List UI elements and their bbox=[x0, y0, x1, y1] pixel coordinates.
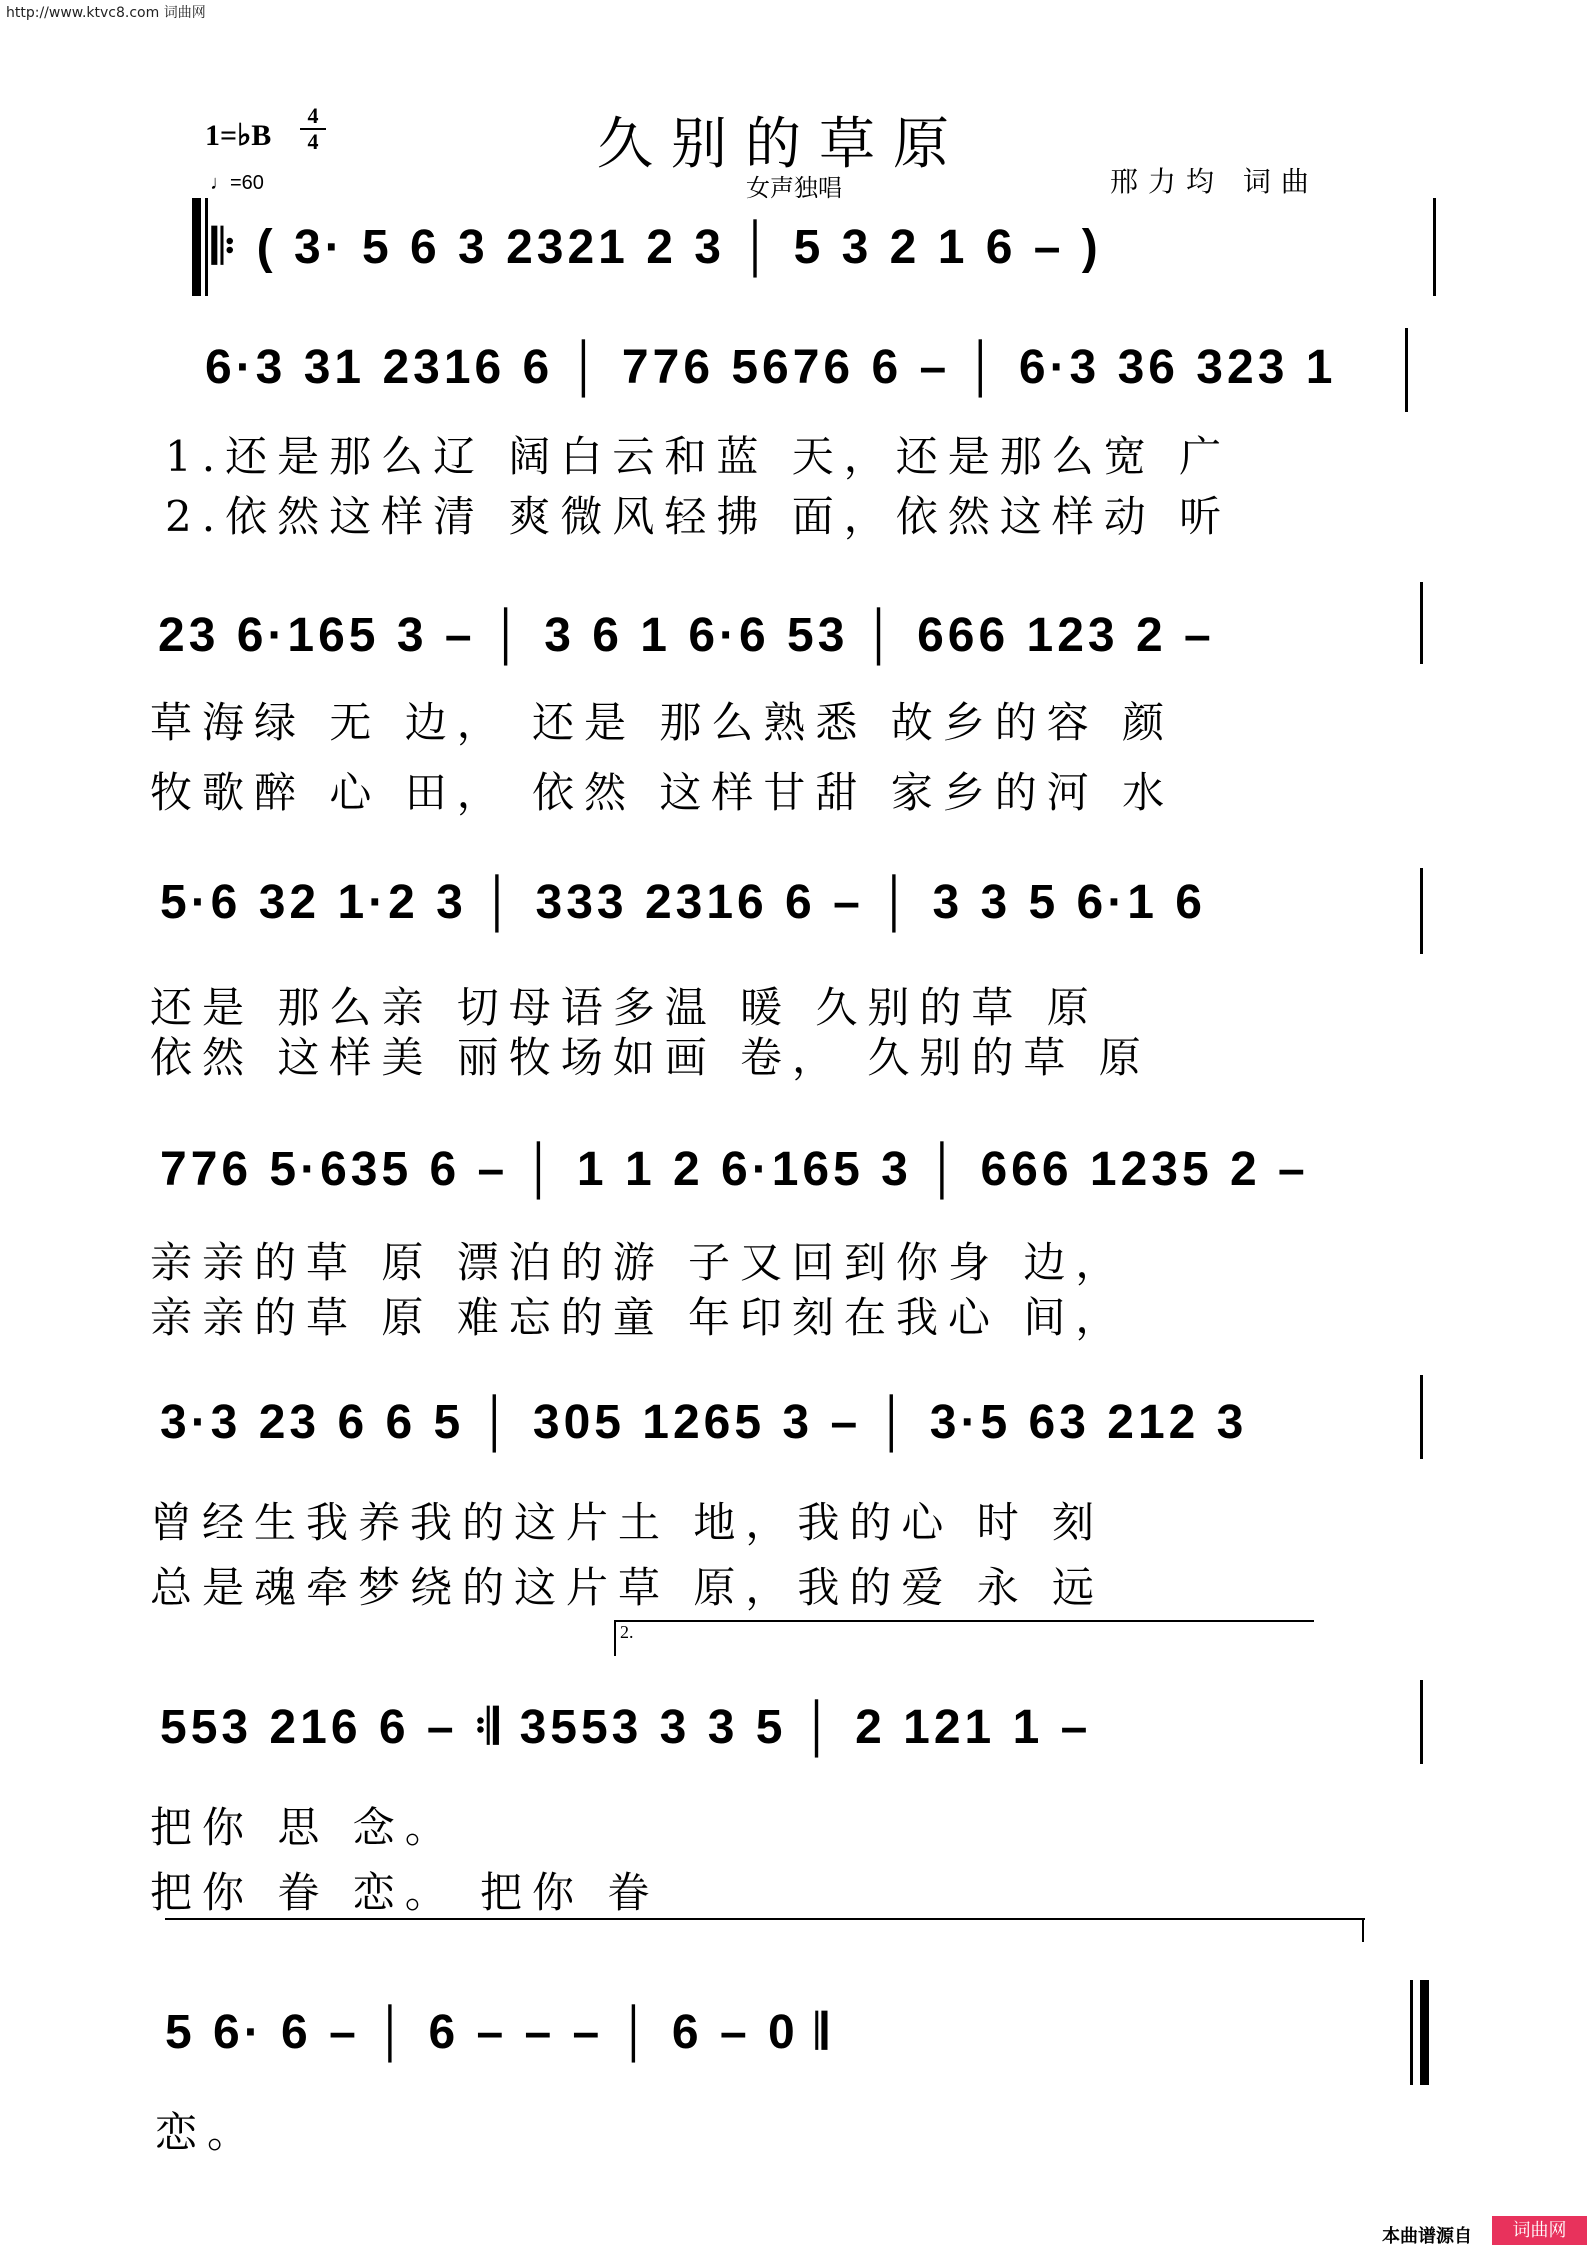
system-4-lyric-verse-2: 依然 这样美 丽牧场如画 卷， 久别的草 原 bbox=[150, 1033, 1151, 1082]
barline bbox=[1420, 868, 1423, 954]
system-5-lyric-verse-2: 亲亲的草 原 难忘的童 年印刻在我心 间， bbox=[150, 1293, 1128, 1342]
volta-bracket bbox=[614, 1620, 1314, 1622]
system-7-lyric-verse-1: 把你 思 念。 bbox=[150, 1803, 457, 1852]
final-thick-bar bbox=[1420, 1980, 1429, 2085]
footer-logo[interactable]: 词曲网 bbox=[1492, 2216, 1587, 2245]
system-6-lyric-verse-2: 总是魂牵梦绕的这片草 原，我的爱 永 远 bbox=[150, 1563, 1105, 1612]
meter-top: 4 bbox=[307, 103, 319, 128]
final-thin-bar bbox=[1410, 1980, 1413, 2085]
system-8-lyric: 恋。 bbox=[155, 2108, 260, 2157]
barline bbox=[1420, 582, 1423, 664]
start-repeat-thick-bar bbox=[192, 198, 201, 296]
barline bbox=[1433, 198, 1436, 296]
system-2-notes: 6·3 31 2316 6 │ 776 5676 6 – │ 6·3 36 323 1 bbox=[205, 341, 1337, 394]
system-2-lyric-verse-2: 2.依然这样清 爽微风轻拂 面，依然这样动 听 bbox=[165, 492, 1232, 541]
system-6-lyric-verse-1: 曾经生我养我的这片土 地，我的心 时 刻 bbox=[150, 1498, 1105, 1547]
system-1-notes: 𝄆 ( 3· 5 6 3 2321 2 3 │ 5 3 2 1 6 – ) bbox=[212, 221, 1102, 274]
barline bbox=[1420, 1680, 1423, 1764]
site-url[interactable]: http://www.ktvc8.com 词曲网 bbox=[6, 5, 206, 21]
volta-number: 2. bbox=[620, 1622, 634, 1642]
system-2-lyric-verse-1: 1.还是那么辽 阔白云和蓝 天，还是那么宽 广 bbox=[165, 432, 1232, 481]
barline bbox=[1405, 328, 1408, 412]
system-4-lyric-verse-1: 还是 那么亲 切母语多温 暖 久别的草 原 bbox=[150, 983, 1099, 1032]
footer-source: 本曲谱源自 bbox=[1382, 2226, 1472, 2247]
system-4-notes: 5·6 32 1·2 3 │ 333 2316 6 – │ 3 3 5 6·1 6 bbox=[160, 876, 1206, 929]
meter-bottom: 4 bbox=[300, 128, 326, 154]
system-5-lyric-verse-1: 亲亲的草 原 漂泊的游 子又回到你身 边， bbox=[150, 1238, 1128, 1287]
system-8-notes: 5 6· 6 – │ 6 – – – │ 6 – 0 𝄂 bbox=[165, 2006, 831, 2059]
system-7-lyric-verse-2: 把你 眷 恋。 把你 眷 bbox=[150, 1868, 660, 1917]
system-3-notes: 23 6·165 3 – │ 3 6 1 6·6 53 │ 666 123 2 – bbox=[158, 609, 1215, 662]
second-ending-line bbox=[165, 1918, 1365, 1920]
author-credit: 邢力均 词曲 bbox=[1110, 165, 1319, 198]
volta-bracket-hook bbox=[614, 1620, 616, 1656]
barline bbox=[1420, 1375, 1423, 1459]
song-title: 久别的草原 bbox=[597, 112, 967, 177]
system-6-notes: 3·3 23 6 6 5 │ 305 1265 3 – │ 3·5 63 212 3 bbox=[160, 1396, 1248, 1449]
key-signature: 1=♭B bbox=[205, 119, 272, 152]
system-3-lyric-verse-2: 牧歌醉 心 田， 依然 这样甘甜 家乡的河 水 bbox=[150, 768, 1175, 817]
second-ending-hook bbox=[1362, 1918, 1364, 1942]
system-5-notes: 776 5·635 6 – │ 1 1 2 6·165 3 │ 666 1235 2 – bbox=[160, 1143, 1309, 1196]
system-7-notes: 553 216 6 – 𝄇 3553 3 3 5 │ 2 121 1 – bbox=[160, 1701, 1092, 1754]
start-repeat-thin-bar bbox=[205, 198, 208, 296]
song-subtitle: 女声独唱 bbox=[746, 174, 842, 202]
tempo-marking: ♩=60 bbox=[210, 172, 264, 194]
system-3-lyric-verse-1: 草海绿 无 边， 还是 那么熟悉 故乡的容 颜 bbox=[150, 698, 1175, 747]
time-signature bbox=[300, 104, 326, 154]
